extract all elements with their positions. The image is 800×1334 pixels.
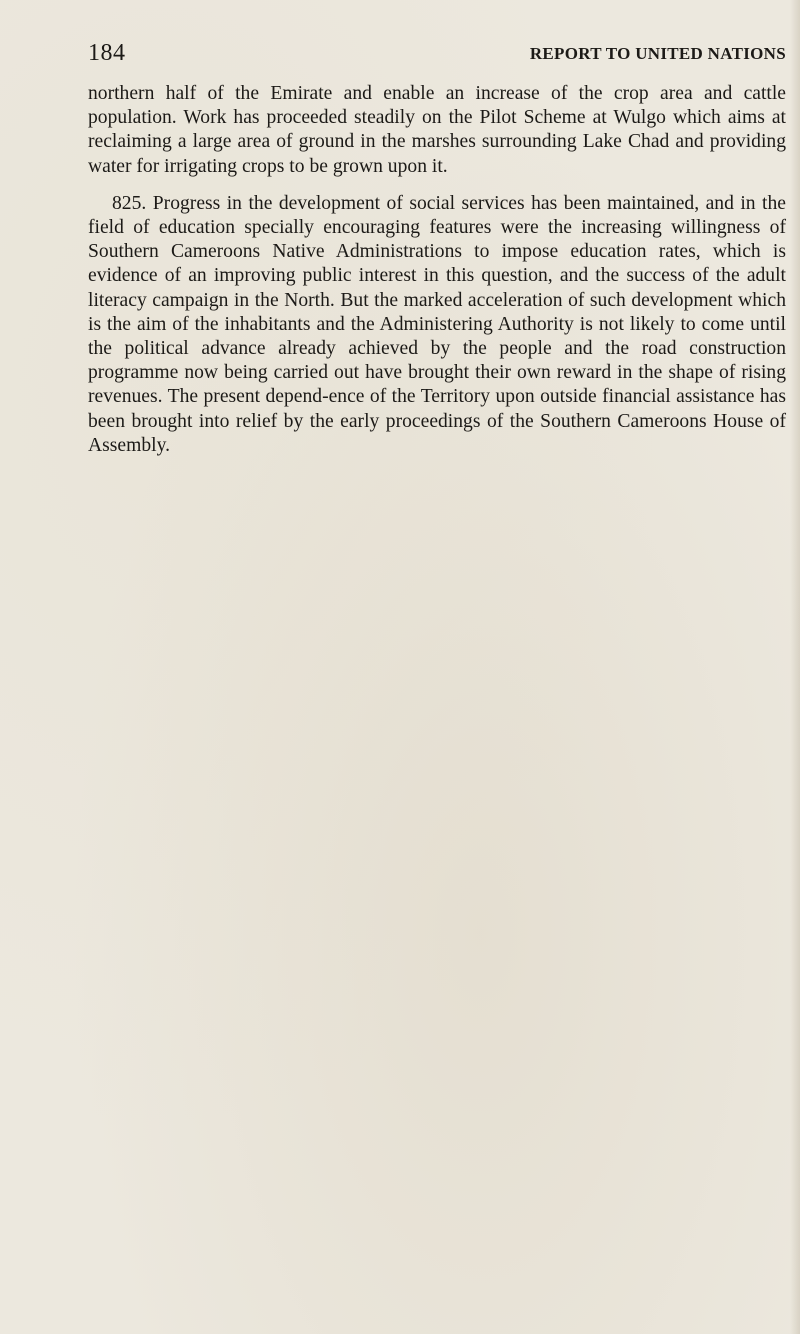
paragraph-text: northern half of the Emirate and enable an increase of the crop area and cattle population. Work has proceeded steadily on the Pilot Scheme at Wulgo which aims at reclaiming a large area of ground in the marshes surrounding Lake Chad and providing water for irrigating crops to be grown upon it. <box>88 83 786 177</box>
body-text <box>88 82 786 458</box>
paragraph-825 <box>88 192 786 458</box>
page-header <box>88 40 786 70</box>
page-number: 184 <box>88 40 126 66</box>
page-edge-shadow <box>790 0 800 1334</box>
paragraph-number: 825. <box>112 192 147 214</box>
paragraph-text: Progress in the development of social services has been maintained, and in the field of education specially encouraging features were the increasing willingness of Southern Cameroons Native Administrations to impose education rates, which is evidence of an improving public interest in this question, and the success of the adult literacy campaign in the North. But the marked acceleration of such development which is the aim of the inhabitants and the Administering Authority is not likely to come until the political advance already achieved by the people and the road construction programme now being carried out have brought their own reward in the shape of rising revenues. The present depend-ence of the Territory upon outside financial assistance has been brought into relief by the early proceedings of the Southern Cameroons House of Assembly. <box>88 192 786 456</box>
running-head: REPORT TO UNITED NATIONS <box>529 44 786 63</box>
paragraph-continuation <box>88 82 786 179</box>
